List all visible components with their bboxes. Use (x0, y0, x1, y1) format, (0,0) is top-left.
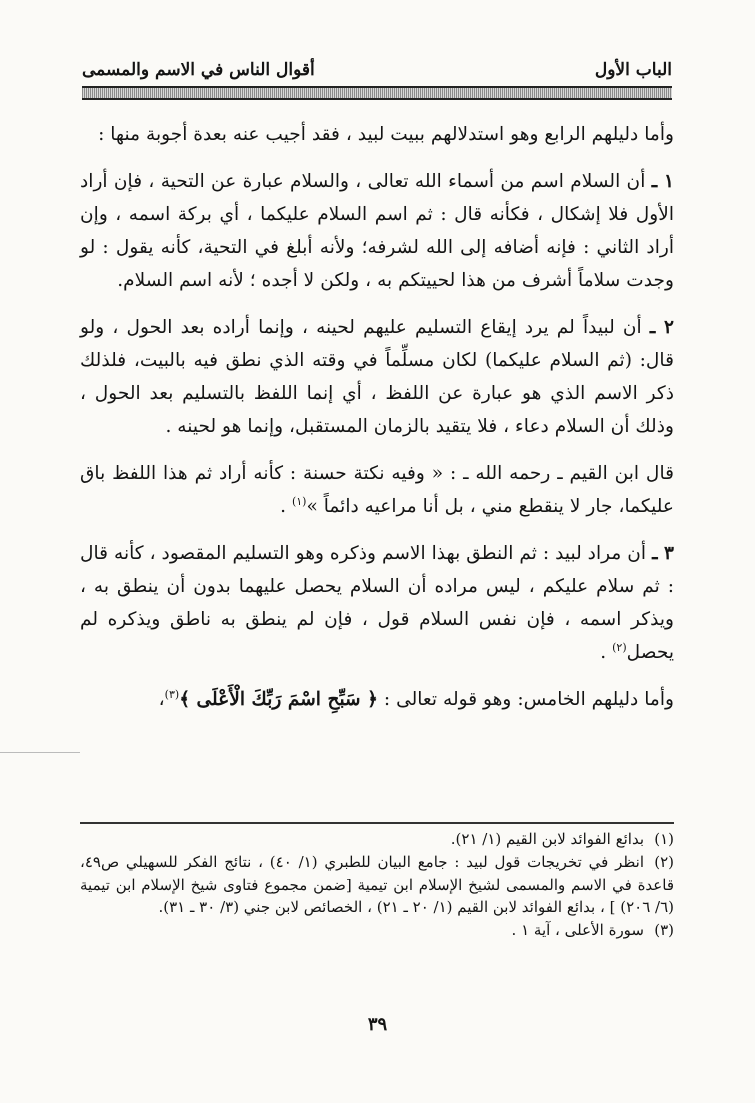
footnote-ref-2[interactable]: (٢) (612, 640, 627, 654)
chapter-title: الباب الأول (594, 60, 672, 80)
footnote-1 (80, 828, 674, 851)
footnote-1-number: (١) (654, 830, 674, 848)
header-rule (82, 86, 672, 100)
footnote-3-number: (٣) (654, 921, 674, 940)
running-title: أقوال الناس في الاسم والمسمى (82, 60, 315, 80)
quote-lead: قال ابن القيم ـ رحمه الله ـ : (449, 463, 674, 484)
answer-2-text: أن لبيداً لم يرد إيقاع التسليم عليهم لحينه ، وإنما أراده بعد الحول ، ولو قال: (ثم السلام عليكما) لكان مسلِّماً في وقته الذي نطق فيه بالبيت، فلذلك ذكر الاسم الذي هو عبارة عن اللفظ ، أي إنما اللفظ بالتسليم بعد الحول ، وذلك أن السلام دعاء ، فلا يتقيد بالزمان المستقبل، وإنما هو لحينه . (80, 317, 674, 437)
footnote-3 (80, 919, 674, 942)
answer-3-text: أن مراد لبيد : ثم النطق بهذا الاسم وذكره وهو التسليم المقصود ، كأنه قال : ثم سلام عليكم ، ليس مراده أن السلام يحصل عليهما بدون أن ينطق به ، ويذكر اسمه ، فإن نفس السلام قول ، فإن لم ينطق به ناطق ويذكره لم يحصل (80, 543, 674, 663)
answer-1-text: أن السلام اسم من أسماء الله تعالى ، والسلام عبارة عن التحية ، فإن أراد الأول فلا إشكال ، فكأنه قال : ثم اسم السلام عليكما ، أي بركة اسمه ، وإن أراد الثاني : فإنه أضافه إلى الله لشرفه؛ ولأنه أبلغ في التحية، كأنه يقول : لو وجدت سلاماً أشرف من هذا لحييتكم به ، ولكن لا أجده ؛ لأنه اسم السلام. (80, 171, 674, 291)
answer-2-number: ٢ ـ (649, 317, 674, 338)
page-number: ٣٩ (367, 1014, 388, 1035)
fifth-lead: وأما دليلهم الخامس: وهو قوله تعالى : (383, 689, 674, 710)
fifth-evidence: وأما دليلهم الخامس: وهو قوله تعالى : ﴿ سَبِّحِ اسْمَ رَبِّكَ الْأَعْلَى ﴾$^{(٣)}$، (158, 687, 674, 710)
footnote-2-text: انظر في تخريجات قول لبيد : جامع البيان للطبري (١/ ٤٠) ، نتائج الفكر للسهيلي ص٤٩، قاعدة في الاسم والمسمى لشيخ الإسلام ابن تيمية [ضمن مجموع فتاوى شيخ الإسلام ابن تيمية (٦/ ٢٠٦) ] ، بدائع الفوائد لابن القيم (١/ ٢٠ ـ ٢١) ، الخصائص لابن جني (٣/ ٣٠ ـ ٣١). (80, 852, 674, 917)
answer-1 (80, 165, 674, 297)
footnotes (80, 828, 674, 942)
answer-2 (80, 311, 674, 443)
answer-1-number: ١ ـ (651, 171, 675, 192)
answer-3-number: ٣ ـ (652, 543, 675, 564)
page-header (82, 58, 672, 84)
footnote-1-text: بدائع الفوائد لابن القيم (١/ ٢١). (450, 830, 644, 848)
footnote-ref-3[interactable]: (٣) (164, 687, 180, 701)
margin-mark (0, 752, 80, 753)
footnote-3-text: سورة الأعلى ، آية ١ . (511, 921, 644, 940)
main-text (80, 118, 674, 716)
answer-3: ٣ ـ أن مراد لبيد : ثم النطق بهذا الاسم وذكره وهو التسليم المقصود ، كأنه قال : ثم سلام عليكم ، ليس مراده أن السلام يحصل عليهما بدون أن ينطق به ، ويذكر اسمه ، فإن نفس السلام قول ، فإن لم ينطق به ناطق ويذكره لم يحصل$^{(٢)}$ . (80, 543, 675, 663)
quran-ayah: ﴿ سَبِّحِ اسْمَ رَبِّكَ الْأَعْلَى ﴾ (179, 689, 378, 710)
intro-paragraph: وأما دليلهم الرابع وهو استدلالهم ببيت لبيد ، فقد أجيب عنه بعدة أجوبة منها : (98, 124, 674, 145)
footnote-2-number: (٢) (654, 852, 674, 871)
quote-text: « وفيه نكتة حسنة : كأنه أراد ثم هذا اللفظ باق عليكما، جار لا ينقطع مني ، بل أنا مراعيه دائماً » (80, 463, 674, 517)
footnote-rule (80, 822, 674, 824)
footnote-2 (80, 851, 674, 919)
footnote-ref-1[interactable]: (١) (291, 494, 307, 508)
quote-paragraph: قال ابن القيم ـ رحمه الله ـ : « وفيه نكتة حسنة : كأنه أراد ثم هذا اللفظ باق عليكما، جار لا ينقطع مني ، بل أنا مراعيه دائماً »$^{(١)}$ . (80, 463, 674, 517)
